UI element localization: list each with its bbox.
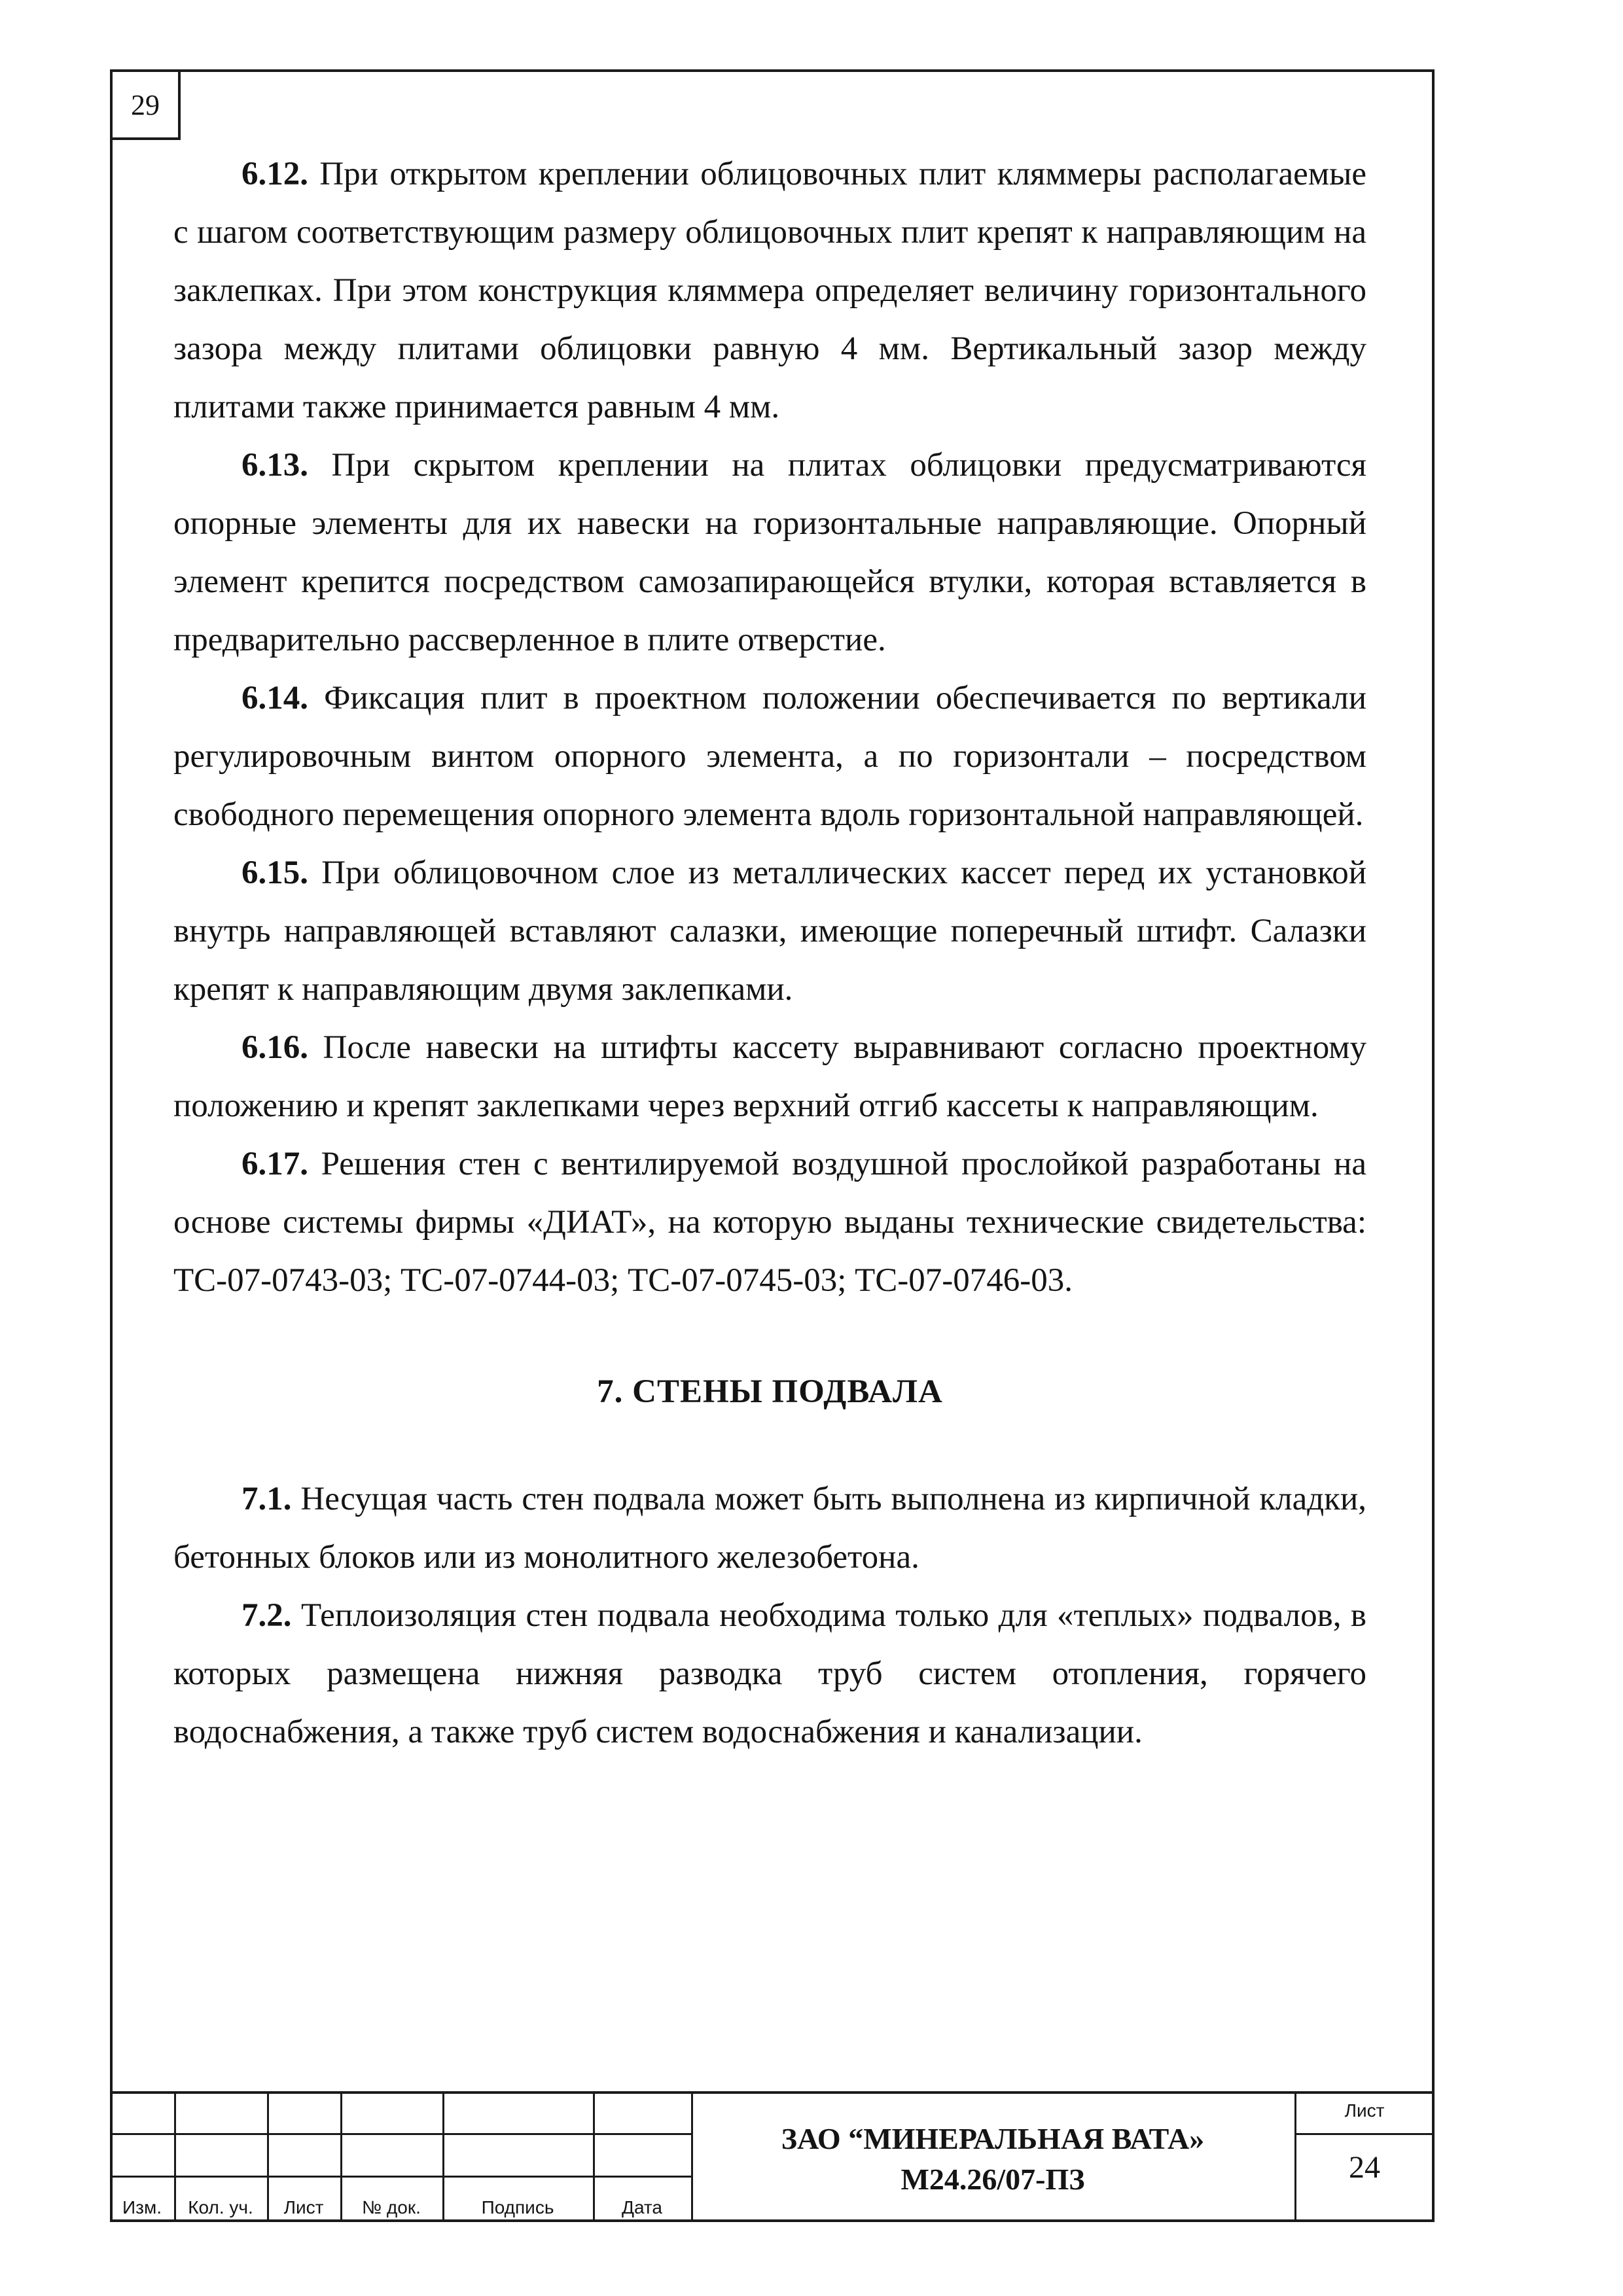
paragraph-7-2 (173, 1587, 1366, 1761)
stamp-label-doc: № док. (362, 2197, 421, 2217)
clause-number: 6.16. (241, 1029, 308, 1066)
sheet-box (1294, 2094, 1435, 2225)
clause-number: 6.13. (241, 447, 308, 484)
clause-text: Решения стен с вентилируемой воздушной прослойкой разработаны на основе системы фирмы «ДИАТ», на которую выданы технические свидетельства: ТС-07-0743-03; ТС-07-0744-03; ТС-07-0745-03; ТС-07-0746-03. (173, 1146, 1366, 1299)
paragraph-6-12 (173, 145, 1366, 436)
sheet-number: 24 (1349, 2150, 1380, 2185)
company-name: ЗАО “МИНЕРАЛЬНАЯ ВАТА» (781, 2122, 1205, 2155)
stamp-label-qty: Кол. уч. (188, 2197, 253, 2217)
stamp-label-signature: Подпись (481, 2197, 554, 2217)
stamp-label-sheet: Лист (283, 2197, 324, 2217)
paragraph-6-13 (173, 436, 1366, 669)
stamp-label-change: Изм. (122, 2197, 162, 2217)
page-number: 29 (110, 69, 181, 140)
paragraph-6-15 (173, 844, 1366, 1019)
stamp-row-line (110, 2176, 691, 2178)
clause-text: При облицовочном слое из металлических кассет перед их установкой внутрь направляющей вставляют салазки, имеющие поперечный штифт. Салазки крепят к направляющим двумя заклепками. (173, 855, 1366, 1008)
paragraph-7-1 (173, 1470, 1366, 1587)
clause-text: Несущая часть стен подвала может быть выполнена из кирпичной кладки, бетонных блоков или из монолитного железобетона. (173, 1481, 1366, 1576)
document-code: М24.26/07-ПЗ (901, 2163, 1085, 2196)
clause-number: 7.1. (241, 1481, 292, 1517)
paragraph-6-17 (173, 1135, 1366, 1310)
paragraph-6-14 (173, 669, 1366, 844)
clause-number: 6.15. (241, 855, 308, 891)
clause-text: После навески на штифты кассету выравнивают согласно проектному положению и крепят заклепками через верхний отгиб кассеты к направляющим. (173, 1029, 1366, 1124)
clause-number: 7.2. (241, 1597, 292, 1634)
sheet-label: Лист (1344, 2100, 1385, 2121)
clause-number: 6.14. (241, 680, 308, 716)
sheet-divider (1294, 2133, 1435, 2135)
clause-number: 6.12. (241, 156, 308, 192)
clause-text: При открытом креплении облицовочных плит кляммеры располагаемые с шагом соответствующим размеру облицовочных плит крепят к направляющим на заклепках. При этом конструкция кляммера определяет величину горизонтального зазора между плитами облицовки равную 4 мм. Вертикальный зазор между плитами также принимается равным 4 мм. (173, 156, 1366, 425)
clause-text: При скрытом креплении на плитах облицовки предусматриваются опорные элементы для их навески на горизонтальные направляющие. Опорный элемент крепится посредством самозапирающейся втулки, которая вставляется в предварительно рассверленное в плите отверстие. (173, 447, 1366, 658)
paragraph-6-16 (173, 1019, 1366, 1135)
title-block (110, 2091, 1435, 2222)
stamp-label-date: Дата (621, 2197, 662, 2217)
clause-text: Фиксация плит в проектном положении обеспечивается по вертикали регулировочным винтом опорного элемента, а по горизонтали – посредством свободного перемещения опорного элемента вдоль горизонтальной направляющей. (173, 680, 1366, 833)
stamp-title (691, 2094, 1294, 2225)
document-body (173, 145, 1366, 1761)
section-heading: 7. СТЕНЫ ПОДВАЛА (597, 1373, 943, 1410)
stamp-row-line (110, 2133, 691, 2135)
clause-number: 6.17. (241, 1146, 308, 1182)
clause-text: Теплоизоляция стен подвала необходима только для «теплых» подвалов, в которых размещена нижняя разводка труб систем отопления, горячего водоснабжения, а также труб систем водоснабжения и канализации. (173, 1597, 1366, 1750)
